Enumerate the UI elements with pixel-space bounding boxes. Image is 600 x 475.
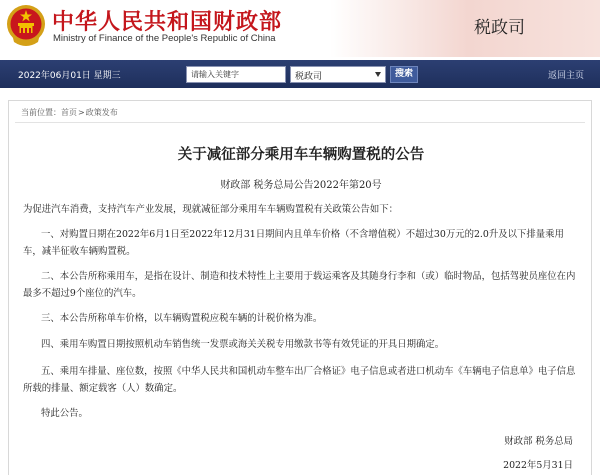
breadcrumb-label: 当前位置： xyxy=(21,108,61,117)
breadcrumb-section[interactable]: 政策发布 xyxy=(85,108,118,117)
article-item-2: 二、本公告所称乘用车，是指在设计、制造和技术特性上主要用于载运乘客及其随身行李和（或）临时物品，包括驾驶员座位在内最多不超过9个座位的汽车。 xyxy=(23,271,576,299)
signing-date: 2022年5月31日 xyxy=(503,460,573,471)
article-title: 关于减征部分乘用车车辆购置税的公告 xyxy=(177,146,425,163)
current-date: 2022年06月01日 星期三 xyxy=(18,71,121,81)
department-name: 税政司 xyxy=(474,18,525,38)
search-input[interactable] xyxy=(186,66,286,83)
nav-bar xyxy=(0,60,600,88)
national-emblem-icon[interactable] xyxy=(6,4,46,46)
search-button[interactable]: 搜索 xyxy=(390,66,418,83)
article-item-3: 三、本公告所称单车价格，以车辆购置税应税车辆的计税价格为准。 xyxy=(41,313,323,324)
chevron-down-icon xyxy=(375,72,381,77)
search-scope-select[interactable] xyxy=(290,66,386,83)
breadcrumb-separator: > xyxy=(78,108,85,117)
article-item-4: 四、乘用车购置日期按照机动车销售统一发票或海关关税专用缴款书等有效凭证的开具日期确定。 xyxy=(41,339,445,350)
document-number: 财政部 税务总局公告2022年第20号 xyxy=(220,180,382,191)
signatory: 财政部 税务总局 xyxy=(504,436,573,447)
article-item-5: 五、乘用车排量、座位数，按照《中华人民共和国机动车整车出厂合格证》电子信息或者进口机动车《车辆电子信息单》电子信息所载的排量、额定载客（人）数确定。 xyxy=(23,366,576,394)
site-header xyxy=(0,0,600,57)
search-scope-value: 税政司 xyxy=(295,72,323,82)
divider xyxy=(15,122,585,123)
article-intro: 为促进汽车消费，支持汽车产业发展，现就减征部分乘用车车辆购置税有关政策公告如下： xyxy=(23,204,399,215)
article-container xyxy=(8,100,592,475)
breadcrumb-home[interactable]: 首页 xyxy=(61,108,77,117)
home-link[interactable]: 返回主页 xyxy=(548,71,585,81)
site-title-en: Ministry of Finance of the People's Republic of China xyxy=(53,33,276,44)
breadcrumb xyxy=(21,107,118,118)
article-closing: 特此公告。 xyxy=(41,408,88,419)
article-item-1: 一、对购置日期在2022年6月1日至2022年12月31日期间内且单车价格（不含增值税）不超过30万元的2.0升及以下排量乘用车，减半征收车辆购置税。 xyxy=(23,229,564,257)
site-title-cn: 中华人民共和国财政部 xyxy=(52,9,283,35)
